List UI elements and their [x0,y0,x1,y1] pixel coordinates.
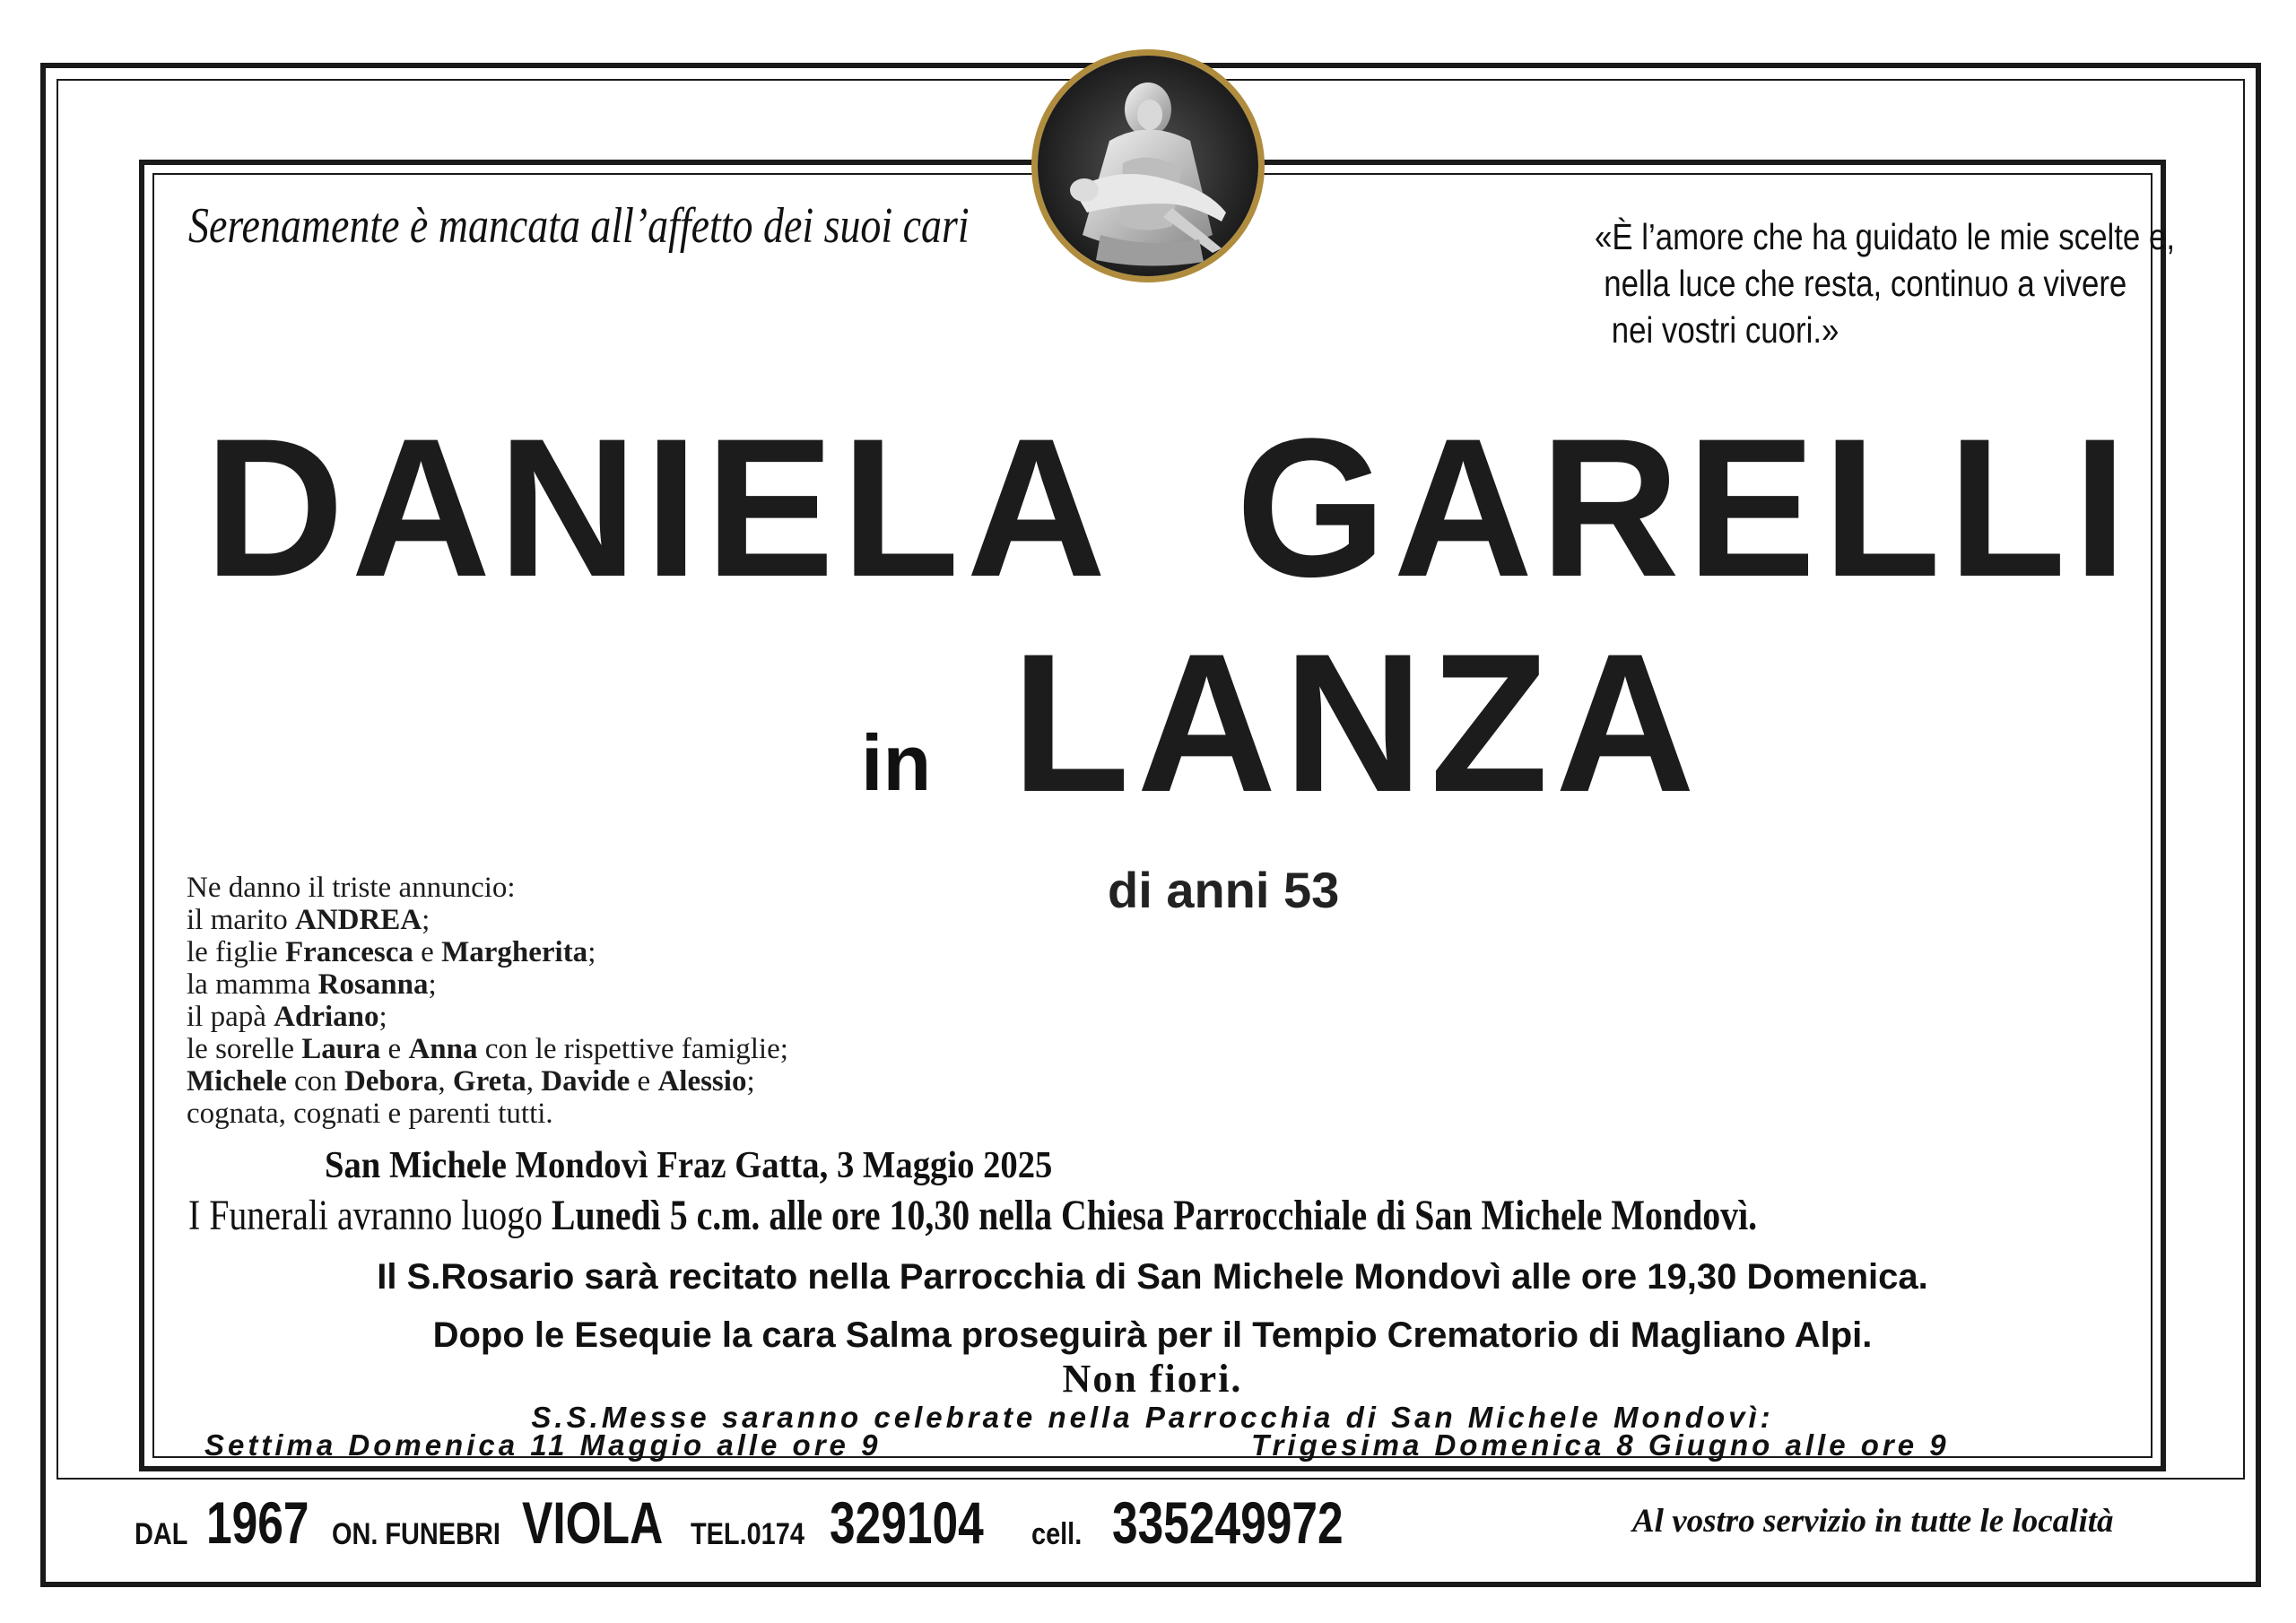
family-line [187,1033,788,1065]
family-line-text: il papà [187,1001,274,1033]
mass-settima: Settima Domenica 11 Maggio alle ore 9 [204,1428,882,1462]
deceased-first-name: DANIELA [204,397,1114,618]
family-member-name: Davide [541,1065,631,1098]
footer-agency [135,1488,1390,1560]
family-line-text: e [630,1065,658,1098]
family-line [187,936,788,968]
mass-trigesima: Trigesima Domenica 8 Giugno alle ore 9 [1251,1428,1950,1462]
family-line-text: cognata, cognati e parenti tutti. [187,1098,553,1130]
footer-slogan: Al vostro servizio in tutte le località [1632,1503,2114,1540]
family-line-text: ; [428,968,437,1001]
family-line-text: la mamma [187,968,318,1001]
family-member-name: Michele [187,1065,287,1098]
family-member-name: ANDREA [294,904,422,936]
family-line-text: con le rispettive famiglie; [477,1033,788,1065]
cremation-info: Dopo le Esequie la cara Salma proseguirà per il Tempio Crematorio di Magliano Alpi. [432,1315,1873,1355]
married-name-connector: in [861,718,932,807]
family-line-text: ; [746,1065,755,1098]
family-line [187,1065,788,1098]
footer-year: 1967 [206,1489,309,1556]
pieta-medallion-image [1031,49,1265,282]
quote-block [1595,213,2175,353]
family-line [187,1098,788,1130]
family-line-text: le figlie [187,936,285,968]
family-member-name: Margherita [441,936,588,968]
family-member-name: Anna [408,1033,478,1065]
footer-agency-name: VIOLA [522,1489,664,1556]
family-line-text: e [380,1033,409,1065]
footer-tel-label: TEL.0174 [691,1517,804,1551]
family-member-name: Laura [301,1033,381,1065]
rosary-info: Il S.Rosario sarà recitato nella Parrocchia di San Michele Mondovì alle ore 19,30 Domenica. [377,1257,1928,1297]
pieta-sculpture-image [1038,56,1258,276]
place-and-date: San Michele Mondovì Fraz Gatta, 3 Maggio 2025 [325,1145,1053,1186]
family-line [187,968,788,1001]
family-member-name: Francesca [284,936,413,968]
funeral-details: Lunedì 5 c.m. alle ore 10,30 nella Chiesa Parrocchiale di San Michele Mondovì. [551,1192,1758,1239]
deceased-married-name: LANZA [1012,612,1702,833]
family-line-text: , [526,1065,542,1098]
family-line-text: ; [587,936,596,968]
family-line [187,1001,788,1033]
footer-dal: DAL [135,1517,188,1551]
quote-line: nei vostri cuori.» [1611,309,1839,351]
footer-cell-label: cell. [1031,1517,1083,1551]
family-line-text: il marito [187,904,295,936]
footer-tel-number: 329104 [830,1489,984,1556]
footer-cell-number: 335249972 [1112,1489,1344,1556]
quote-line: nella luce che resta, continuo a vivere [1604,263,2127,304]
family-line-text: ; [422,904,430,936]
opening-phrase: Serenamente è mancata all’affetto dei suoi cari [188,198,970,254]
family-line-text: le sorelle [187,1033,302,1065]
family-member-name: Rosanna [317,968,429,1001]
family-member-name: Debora [344,1065,439,1098]
quote-line: «È l’amore che ha guidato le mie scelte e, [1595,216,2176,257]
family-member-name: Adriano [274,1001,379,1033]
deceased-age: di anni 53 [1108,862,1340,918]
footer-onoranze: ON. FUNEBRI [332,1517,500,1551]
family-line-text: e [413,936,442,968]
family-announcement [187,872,788,1130]
family-member-name: Alessio [657,1065,747,1098]
family-line-text: ; [378,1001,387,1033]
announcement-intro: Ne danno il triste annuncio: [187,872,516,904]
family-member-lines [187,904,788,1130]
family-line-text: con [286,1065,344,1098]
funeral-prefix: I Funerali avranno luogo [188,1192,552,1239]
family-line [187,904,788,936]
family-line-text: , [438,1065,453,1098]
deceased-last-name: GARELLI [1236,397,2135,618]
funeral-info [188,1191,1757,1240]
masses-title: S.S.Messe saranno celebrate nella Parrocchia di San Michele Mondovì: [531,1401,1774,1434]
family-member-name: Greta [452,1065,526,1098]
no-flowers-note: Non fiori. [1062,1357,1243,1401]
